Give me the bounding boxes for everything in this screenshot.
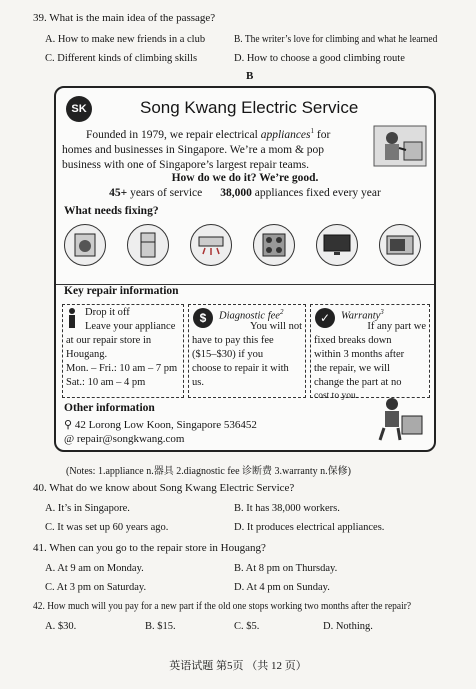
option-42-d: D. Nothing. (323, 621, 373, 632)
warranty-title: Warranty$^3$ (341, 308, 384, 322)
warranty-line-2: fixed breaks down (314, 335, 392, 346)
diagnostic-fee-box (188, 304, 306, 398)
option-39-b: B. The writer’s love for climbing and what he learned (234, 34, 438, 45)
option-39-c: C. Different kinds of climbing skills (45, 53, 198, 64)
dollar-icon: $ (193, 308, 213, 328)
other-info-heading: Other information (64, 402, 155, 414)
flyer-title: Song Kwang Electric Service (140, 98, 359, 117)
what-needs-fixing-heading: What needs fixing? (64, 205, 159, 217)
option-40-a: A. It’s in Singapore. (45, 503, 130, 514)
option-42-b: B. $15. (145, 621, 176, 632)
diagnostic-fee-line-1: You will not (249, 321, 302, 332)
question-39: 39. What is the main idea of the passage? (33, 12, 216, 24)
advertisement-flyer (54, 86, 436, 452)
warranty-line-6: cost to you. (314, 391, 359, 401)
person-icon (67, 307, 77, 334)
flyer-intro: Founded in 1979, we repair electrical appliances$^1$ for homes and businesses in Singapore. We’re a mom & pop business with one of Singapore’s largest repair teams. (62, 127, 331, 171)
option-41-d: D. At 4 pm on Sunday. (234, 582, 330, 593)
option-39-a: A. How to make new friends in a club (45, 34, 206, 45)
option-40-b: B. It has 38,000 workers. (234, 503, 340, 514)
repairman-illustration (372, 122, 428, 170)
location-pin-icon: ⚲ (64, 419, 73, 431)
question-40: 40. What do we know about Song Kwang Electric Service? (33, 482, 295, 494)
email-icon: @ (64, 433, 75, 445)
slogan: How do we do it? We’re good. (171, 172, 319, 184)
warranty-line-1: If any part we (367, 321, 426, 332)
drop-off-line-2: at our repair store in (66, 335, 152, 346)
option-42-c: C. $5. (234, 621, 260, 632)
drop-off-hours-saturday: Sat.: 10 am – 4 pm (66, 377, 146, 388)
diagnostic-fee-line-2: have to pay this fee (192, 335, 274, 346)
drop-off-title: Drop it off (85, 307, 130, 318)
option-41-a: A. At 9 am on Monday. (45, 563, 144, 574)
drop-off-hours-weekday: Mon. – Fri.: 10 am – 7 pm (66, 363, 178, 374)
question-41: 41. When can you go to the repair store in Hougang? (33, 542, 266, 554)
drop-off-line-3: Hougang. (66, 349, 108, 360)
warranty-box (310, 304, 430, 401)
diagnostic-fee-title: Diagnostic fee$^2$ (219, 308, 284, 322)
question-42: 42. How much will you pay for a new part if the old one stops working two months after the repair? (33, 600, 412, 612)
television-icon (316, 224, 358, 266)
technician-illustration (374, 394, 426, 442)
diagnostic-fee-line-3: ($15–$30) if you (192, 349, 264, 360)
key-info-heading: Key repair information (64, 285, 179, 297)
option-39-d: D. How to choose a good climbing route (234, 53, 405, 64)
stove-icon (253, 224, 295, 266)
warranty-line-4: the repair, we will (314, 363, 390, 374)
washing-machine-icon (64, 224, 106, 266)
email-line: @ repair@songkwang.com (64, 433, 185, 445)
option-41-b: B. At 8 pm on Thursday. (234, 563, 338, 574)
air-conditioner-icon (190, 224, 232, 266)
refrigerator-icon (127, 224, 169, 266)
drop-off-line-1: Leave your appliance (85, 321, 176, 332)
option-40-d: D. It produces electrical appliances. (234, 522, 385, 533)
statistics-line: 45+ years of service 38,000 appliances fixed every year (109, 187, 381, 199)
checkmark-icon: ✓ (315, 308, 335, 328)
diagnostic-fee-line-5: us. (192, 377, 204, 388)
diagnostic-fee-line-4: choose to repair it with (192, 363, 289, 374)
address-line: ⚲ 42 Lorong Low Koon, Singapore 536452 (64, 419, 257, 431)
warranty-line-5: change the part at no (314, 377, 402, 388)
page-footer: 英语试题 第5页 （共 12 页） (169, 660, 307, 672)
warranty-line-3: within 3 months after (314, 349, 405, 360)
company-logo: SK (66, 96, 92, 122)
microwave-icon (379, 224, 421, 266)
option-42-a: A. $30. (45, 621, 77, 632)
notes: (Notes: 1.appliance n.器具 2.diagnostic fee 诊断费 3.warranty n.保修) (66, 466, 351, 477)
drop-off-box (62, 304, 184, 398)
option-41-c: C. At 3 pm on Saturday. (45, 582, 147, 593)
option-40-c: C. It was set up 60 years ago. (45, 522, 169, 533)
passage-label: B (246, 70, 254, 82)
